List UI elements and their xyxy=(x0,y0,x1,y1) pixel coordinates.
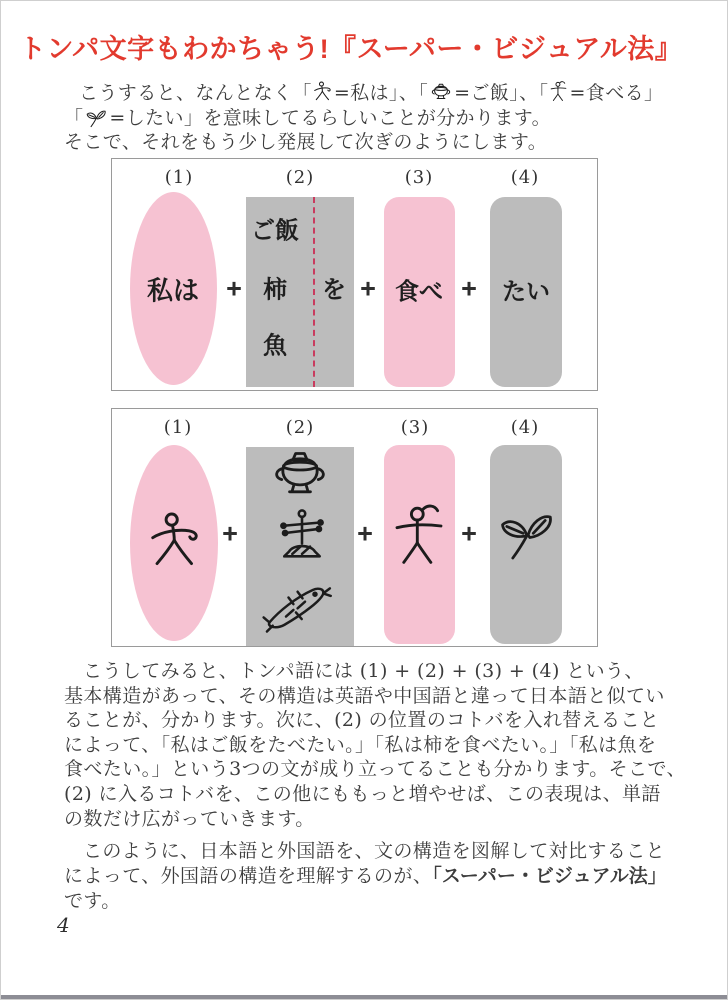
column-label-2: (2) xyxy=(285,417,315,438)
body-line: によって、外国語の構造を理解するのが、「スーパー・ビジュアル法」 xyxy=(64,864,667,887)
column-label-1: (1) xyxy=(163,417,193,438)
column-label-4: (4) xyxy=(510,417,540,438)
subject-word: 私は xyxy=(146,275,200,306)
body-line: ることが、分かります。次に、(2) の位置のコトバを入れ替えること xyxy=(64,709,660,732)
intro-line-2: 「 =したい」を意味してるらしいことが分かります。 xyxy=(64,106,552,129)
diagram-pictograph-box xyxy=(111,408,598,647)
dongba-eat-person-icon xyxy=(549,81,568,103)
body-line: 食べたい。」という3つの文が成り立ってることも分かります。そこで、 xyxy=(64,758,686,781)
body-line: によって、「私はご飯をたべたい。」「私は柿を食べたい。」「私は魚を xyxy=(64,733,657,756)
plus-sign: + xyxy=(461,273,477,304)
analysis-paragraph xyxy=(64,659,694,831)
plus-sign: + xyxy=(226,273,242,304)
particle-word: を xyxy=(322,276,346,304)
dongba-want-sprout-icon xyxy=(494,508,558,562)
plus-sign: + xyxy=(222,518,238,549)
plus-sign: + xyxy=(360,273,376,304)
method-name-bold: 「スーパー・ビジュアル法」 xyxy=(432,865,667,887)
body-line: 基本構造があって、その構造は英語や中国語と違って日本語と似てい xyxy=(64,684,665,707)
column-label-2: (2) xyxy=(285,167,315,188)
diagram-words-box xyxy=(111,158,598,391)
page-bottom-edge xyxy=(1,995,727,999)
intro-line-3: そこで、それをもう少し発展して次ぎのようにします。 xyxy=(64,131,548,154)
intro-paragraph xyxy=(64,81,694,155)
column-label-3: (3) xyxy=(404,167,434,188)
dongba-person-icon xyxy=(313,81,333,103)
object-word-1: ご飯 xyxy=(251,217,299,245)
dongba-rice-pot-icon xyxy=(268,450,332,504)
dongba-want-sprout-icon xyxy=(84,108,108,128)
object-particle-divider xyxy=(313,197,315,387)
plus-sign: + xyxy=(461,518,477,549)
body-line: です。 xyxy=(64,890,121,913)
auxiliary-word: たい xyxy=(502,278,550,306)
body-line: の数だけ広がっていきます。 xyxy=(64,807,315,830)
object-word-3: 魚 xyxy=(263,332,287,360)
body-line: こうしてみると、トンパ語には (1) + (2) + (3) + (4) という、 xyxy=(83,660,644,682)
plus-sign: + xyxy=(357,518,373,549)
column-label-4: (4) xyxy=(510,167,540,188)
verb-word: 食べ xyxy=(395,278,443,306)
page-title: トンパ文字もわかちゃう!『スーパー・ビジュアル法』 xyxy=(19,34,683,64)
body-line: このように、日本語と外国語を、文の構造を図解して対比すること xyxy=(83,840,666,862)
dongba-persimmon-tree-icon xyxy=(273,508,331,566)
column-label-3: (3) xyxy=(400,417,430,438)
intro-line-1: こうすると、なんとなく「 =私は」、「 =ご飯」、「 =食べる」 xyxy=(79,82,664,104)
dongba-eat-person-icon xyxy=(393,504,445,570)
dongba-fish-icon xyxy=(260,576,336,634)
dongba-person-icon xyxy=(148,511,204,573)
column-label-1: (1) xyxy=(164,167,194,188)
conclusion-paragraph xyxy=(64,839,694,914)
body-line: (2) に入るコトバを、この他にももっと増やせば、この表現は、単語 xyxy=(64,782,661,805)
dongba-rice-pot-icon xyxy=(429,83,453,103)
page-number: 4 xyxy=(57,913,70,937)
object-word-2: 柿 xyxy=(263,276,287,304)
